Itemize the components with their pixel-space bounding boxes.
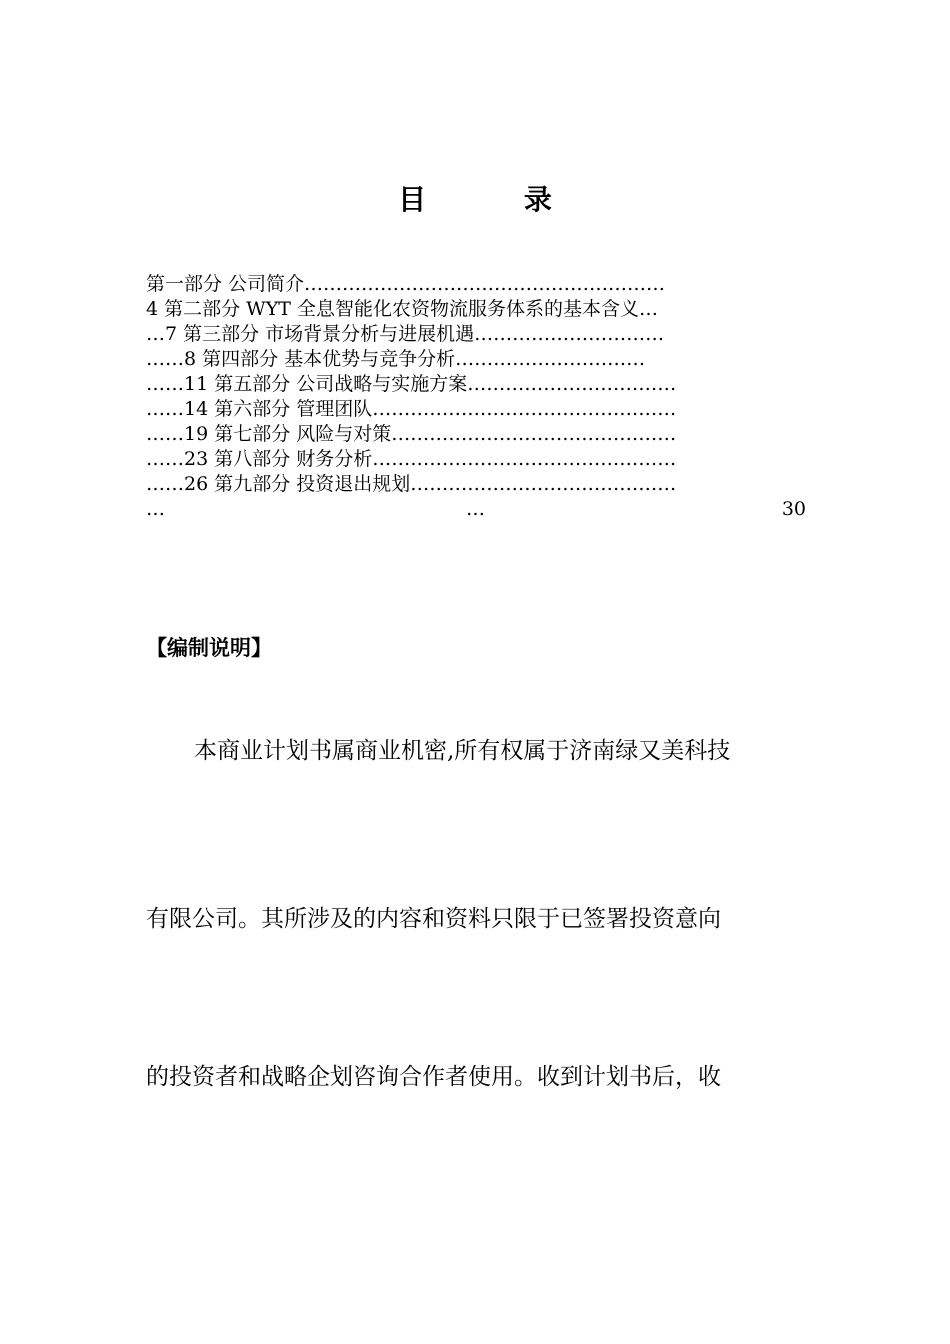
toc-line: ……8 第四部分 基本优势与竞争分析…………………………	[146, 348, 646, 370]
toc-line: ……11 第五部分 公司战略与实施方案……………………………	[146, 373, 677, 395]
page-title: 目 录	[398, 183, 596, 216]
paragraph-line: 的投资者和战略企划咨询合作者使用。收到计划书后，收	[146, 1064, 721, 1090]
toc-line: ……26 第九部分 投资退出规划……………………………………	[146, 473, 677, 495]
paragraph-line: 有限公司。其所涉及的内容和资料只限于已签署投资意向	[146, 906, 721, 932]
toc-line: ……14 第六部分 管理团队…………………………………………	[146, 398, 677, 420]
paragraph-line: 本商业计划书属商业机密,所有权属于济南绿又美科技	[194, 738, 731, 764]
toc-leader-left: …	[146, 498, 165, 520]
toc-line: 4 第二部分 WYT 全息智能化农资物流服务体系的基本含义…	[146, 298, 658, 320]
toc-line: …7 第三部分 市场背景分析与进展机遇…………………………	[146, 323, 665, 345]
table-of-contents	[146, 272, 806, 522]
toc-line: ……19 第七部分 风险与对策………………………………………	[146, 423, 677, 445]
toc-last-line	[146, 497, 806, 522]
toc-leader-middle: …	[466, 498, 485, 520]
toc-page-number: 30	[781, 498, 806, 520]
section-heading: 【编制说明】	[146, 635, 272, 660]
toc-line: ……23 第八部分 财务分析…………………………………………	[146, 448, 677, 470]
toc-line: 第一部分 公司简介…………………………………………………	[146, 273, 666, 295]
